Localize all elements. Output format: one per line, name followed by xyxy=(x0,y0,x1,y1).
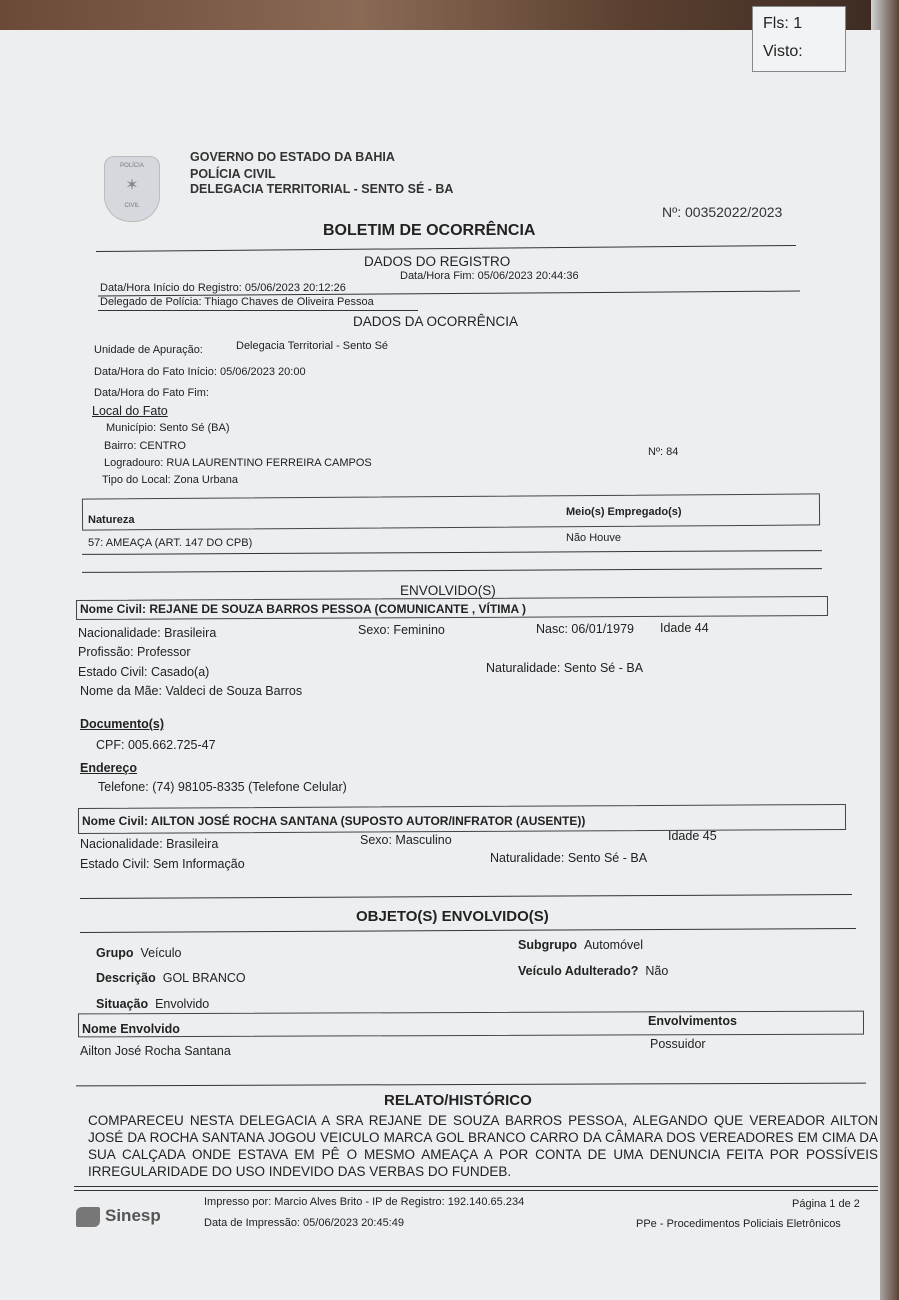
person1-idade: Idade 44 xyxy=(660,621,709,635)
registro-inicio: Data/Hora Início do Registro: 05/06/2023 20:12:26 xyxy=(100,282,346,294)
bo-number: Nº: 00352022/2023 xyxy=(662,204,783,220)
bairro: Bairro: CENTRO xyxy=(104,440,186,452)
person2-sexo: Sexo: Masculino xyxy=(360,833,452,847)
tipo-local: Tipo do Local: Zona Urbana xyxy=(102,474,238,486)
divider xyxy=(74,1186,878,1187)
subgrupo-row xyxy=(518,938,643,952)
fls-stamp xyxy=(752,6,846,72)
grupo-row xyxy=(96,946,181,960)
relato-text: COMPARECEU NESTA DELEGACIA A SRA REJANE DE SOUZA BARROS PESSOA, ALEGANDO QUE VEREADOR AILTON JOSÉ DA ROCHA SANTANA JOGOU VEICULO MARCA GOL BRANCO CARRO DA CÂMARA DOS VEREADORES EM CIMA DA SUA CALÇADA ONDE ESTAVA EM PÊ O MESMO AMEAÇA A POR CONTA DE UMA DENUNCIA FEITA POR POSSÍVEIS IRREGULARIDADE DO USO INDEVIDO DAS VERBAS DO FUNDEB. xyxy=(88,1113,878,1179)
person1-name: Nome Civil: REJANE DE SOUZA BARROS PESSOA (COMUNICANTE , VÍTIMA ) xyxy=(80,602,527,616)
person1-estado-civil: Estado Civil: Casado(a) xyxy=(78,665,210,679)
page-number: Página 1 de 2 xyxy=(792,1198,860,1210)
documento-label: Documento(s) xyxy=(80,717,165,731)
police-badge-logo xyxy=(104,156,160,222)
numero: Nº: 84 xyxy=(648,446,679,458)
person1-mae: Nome da Mãe: Valdeci de Souza Barros xyxy=(80,684,303,698)
person2-naturalidade: Naturalidade: Sento Sé - BA xyxy=(490,851,648,865)
envolvimento-table-header xyxy=(78,1011,864,1038)
grupo-value: Veículo xyxy=(140,946,182,960)
person2-idade: Idade 45 xyxy=(668,829,717,843)
system-name: PPe - Procedimentos Policiais Eletrônicos xyxy=(636,1218,841,1230)
envolvido-name: Ailton José Rocha Santana xyxy=(80,1044,231,1058)
fato-inicio: Data/Hora do Fato Início: 05/06/2023 20:00 xyxy=(94,366,306,378)
person1-telefone: Telefone: (74) 98105-8335 (Telefone Celular) xyxy=(98,780,347,794)
grupo-label: Grupo xyxy=(96,946,134,960)
registro-fim: Data/Hora Fim: 05/06/2023 20:44:36 xyxy=(400,270,579,282)
relato-heading: RELATO/HISTÓRICO xyxy=(384,1092,532,1109)
objetos-heading: OBJETO(S) ENVOLVIDO(S) xyxy=(356,908,549,925)
header-delegacia: DELEGACIA TERRITORIAL - SENTO SÉ - BA xyxy=(190,182,454,196)
local-label: Local do Fato xyxy=(92,404,168,418)
natureza-value: 57: AMEAÇA (ART. 147 DO CPB) xyxy=(88,537,253,549)
ocorrencia-heading: DADOS DA OCORRÊNCIA xyxy=(353,314,519,329)
adulterado-value: Não xyxy=(645,964,669,978)
unidade-value: Delegacia Territorial - Sento Sé xyxy=(236,340,389,352)
person1-naturalidade: Naturalidade: Sento Sé - BA xyxy=(486,661,644,675)
adulterado-row xyxy=(518,964,668,978)
subgrupo-label: Subgrupo xyxy=(518,938,578,952)
impresso-por: Impresso por: Marcio Alves Brito - IP de Registro: 192.140.65.234 xyxy=(204,1196,525,1208)
descricao-label: Descrição xyxy=(96,971,156,985)
badge-bottom-text: CIVIL xyxy=(124,203,140,209)
header-police: POLÍCIA CIVIL xyxy=(190,167,276,181)
envolvimentos-col: Envolvimentos xyxy=(648,1014,737,1028)
envolvidos-heading: ENVOLVIDO(S) xyxy=(400,583,496,598)
situacao-row xyxy=(96,997,209,1011)
nome-envolvido-col: Nome Envolvido xyxy=(82,1022,180,1036)
descricao-row xyxy=(96,971,246,985)
coat-of-arms-icon: ✶ xyxy=(125,177,139,194)
person1-sexo: Sexo: Feminino xyxy=(358,623,445,637)
document-title: BOLETIM DE OCORRÊNCIA xyxy=(323,222,536,239)
sinesp-logo-text: Sinesp xyxy=(105,1206,161,1225)
meio-value: Não Houve xyxy=(566,532,622,544)
fls-line xyxy=(763,15,802,33)
person1-nacionalidade: Nacionalidade: Brasileira xyxy=(78,626,217,640)
divider xyxy=(74,1190,878,1191)
fato-fim: Data/Hora do Fato Fim: xyxy=(94,387,209,399)
situacao-value: Envolvido xyxy=(155,997,210,1011)
natureza-table-header xyxy=(82,493,820,530)
registro-heading: DADOS DO REGISTRO xyxy=(364,254,511,269)
fls-value: 1 xyxy=(793,15,803,32)
sinesp-logo xyxy=(76,1206,161,1227)
endereco-label: Endereço xyxy=(80,761,137,775)
person2-estado-civil: Estado Civil: Sem Informação xyxy=(80,857,245,871)
badge-top-text: POLÍCIA xyxy=(120,163,144,169)
visto-label: Visto: xyxy=(763,43,803,60)
fls-label: Fls: xyxy=(763,15,789,32)
municipio: Município: Sento Sé (BA) xyxy=(106,422,230,434)
meio-col: Meio(s) Empregado(s) xyxy=(566,506,682,518)
person1-nasc: Nasc: 06/01/1979 xyxy=(536,622,634,636)
logradouro: Logradouro: RUA LAURENTINO FERREIRA CAMPOS xyxy=(104,457,372,469)
person1-profissao: Profissão: Professor xyxy=(78,645,191,659)
data-impressao: Data de Impressão: 05/06/2023 20:45:49 xyxy=(204,1217,404,1229)
descricao-value: GOL BRANCO xyxy=(162,971,246,985)
person2-nacionalidade: Nacionalidade: Brasileira xyxy=(80,837,219,851)
natureza-col: Natureza xyxy=(88,514,135,526)
adulterado-label: Veículo Adulterado? xyxy=(518,964,639,978)
envolvimento-value: Possuidor xyxy=(650,1037,706,1051)
divider xyxy=(98,310,418,311)
subgrupo-value: Automóvel xyxy=(583,938,644,952)
delegado-name: Delegado de Polícia: Thiago Chaves de Oliveira Pessoa xyxy=(100,296,374,308)
person1-cpf: CPF: 005.662.725-47 xyxy=(96,738,216,752)
header-government: GOVERNO DO ESTADO DA BAHIA xyxy=(190,150,395,164)
person2-name: Nome Civil: AILTON JOSÉ ROCHA SANTANA (SUPOSTO AUTOR/INFRATOR (AUSENTE)) xyxy=(82,814,586,828)
situacao-label: Situação xyxy=(96,997,149,1011)
unidade-label: Unidade de Apuração: xyxy=(94,344,203,356)
sinesp-icon xyxy=(76,1207,100,1227)
